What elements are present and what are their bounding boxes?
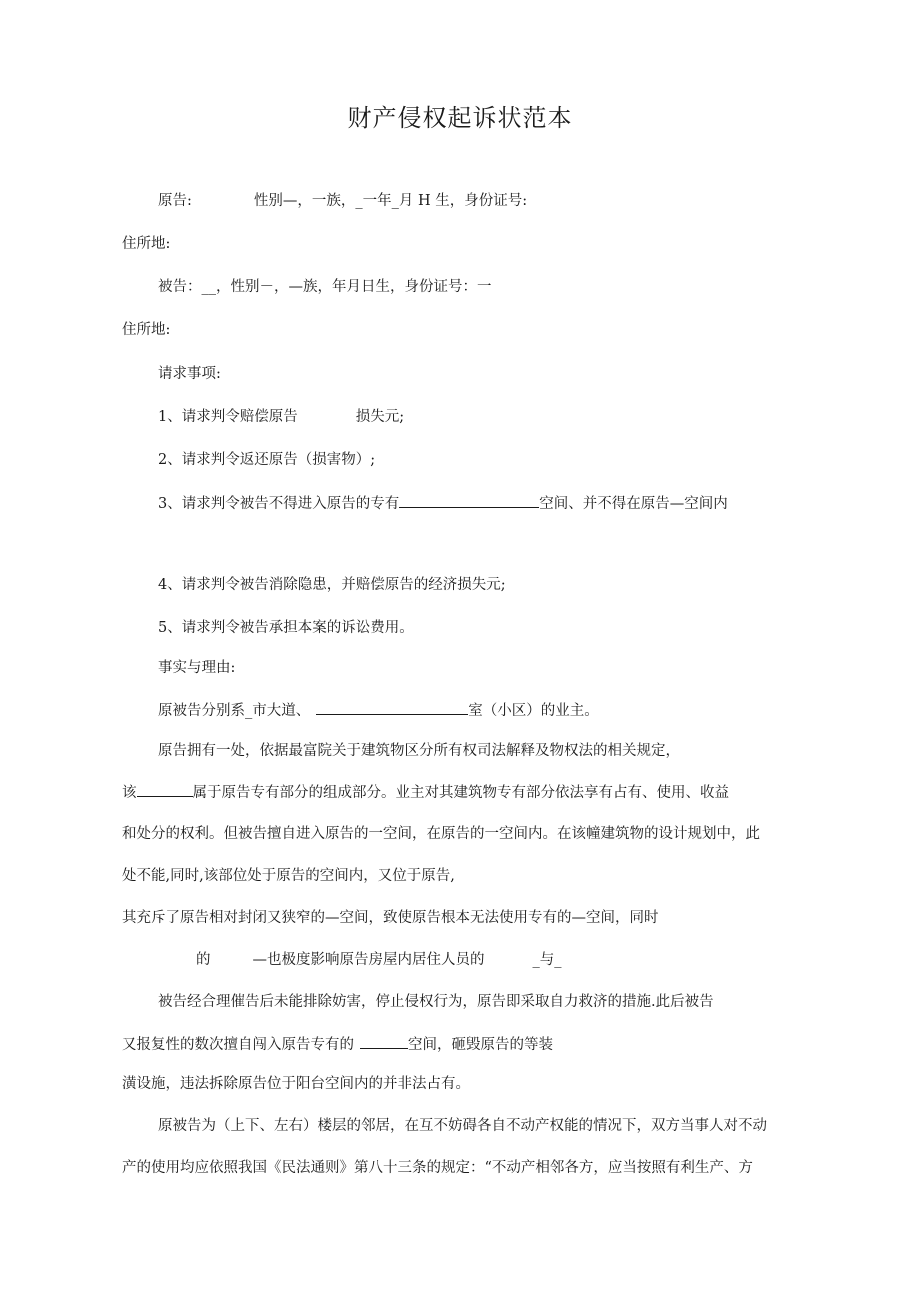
facts-p2-line-1: 原告拥有一处，依据最富院关于建筑物区分所有权司法解释及物权法的相关规定， xyxy=(158,743,680,759)
facts-p3-line-2 xyxy=(122,1034,553,1055)
facts-p2-line-4: 处不能,同时,该部位处于原告的空间内，又位于原告, xyxy=(122,868,455,884)
facts-p2-line-6 xyxy=(196,950,562,970)
claim-item-1-part-a: 1、请求判令赔偿原告 xyxy=(158,409,298,425)
facts-p2-line-2 xyxy=(122,782,729,803)
facts-p3-l2-part-a: 又报复性的数次擅自闯入原告专有的 xyxy=(122,1037,354,1053)
facts-p3-line-1: 被告经合理催告后未能排除妨害，停止侵权行为，原告即采取自力救济的措施.此后被告 xyxy=(158,994,714,1010)
facts-p4-line-1: 原被告为（上下、左右）楼层的邻居，在互不妨碍各自不动产权能的情况下，双方当事人对不动 xyxy=(158,1118,767,1134)
blank-underline xyxy=(360,1034,408,1049)
claim-item-3 xyxy=(158,493,728,514)
facts-p2-l6-part-b: —也极度影响原告房屋内居住人员的 xyxy=(252,952,485,968)
claim-item-4: 4、请求判令被告消除隐患，并赔偿原告的经济损失元; xyxy=(158,577,506,593)
facts-p3-line-3: 潢设施，违法拆除原告位于阳台空间内的并非法占有。 xyxy=(122,1076,470,1092)
facts-p2-line-5: 其充斥了原告相对封闭又狭窄的—空间，致使原告根本无法使用专有的—空间，同时 xyxy=(122,910,659,926)
facts-p2-l6-part-c: _与_ xyxy=(532,952,562,968)
claim-item-3-part-a: 3、请求判令被告不得进入原告的专有 xyxy=(158,496,400,512)
blank-underline xyxy=(316,700,468,715)
claim-item-2: 2、请求判令返还原告（损害物）; xyxy=(158,452,376,468)
facts-p3-l2-part-b: 空间，砸毁原告的等装 xyxy=(408,1037,553,1053)
plaintiff-line xyxy=(158,191,527,211)
facts-p4-line-2: 产的使用均应依照我国《民法通则》第八十三条的规定：“不动产相邻各方，应当按照有利生产、方 xyxy=(122,1160,753,1176)
claims-heading: 请求事项: xyxy=(158,366,221,382)
facts-paragraph-1 xyxy=(158,700,599,721)
facts-p2-l6-part-a: 的 xyxy=(196,952,211,968)
facts-heading: 事实与理由: xyxy=(158,660,236,676)
document-title: 财产侵权起诉状范本 xyxy=(347,104,573,132)
facts-p2-l2-part-a: 该 xyxy=(122,785,137,801)
facts-p2-l2-part-b: 属于原告专有部分的组成部分。业主对其建筑物专有部分依法享有占有、使用、收益 xyxy=(192,785,729,801)
claim-item-1-part-b: 损失元; xyxy=(355,409,405,425)
claim-item-1 xyxy=(158,407,404,427)
blank-underline xyxy=(399,493,539,508)
plaintiff-details: 性别—，一族，_一年_月 H 生，身份证号: xyxy=(253,193,528,209)
plaintiff-address: 住所地: xyxy=(122,236,171,252)
claim-item-3-part-b: 空间、并不得在原告—空间内 xyxy=(539,496,728,512)
defendant-address: 住所地: xyxy=(122,322,171,338)
blank-underline xyxy=(137,782,193,797)
facts-p1-part-a: 原被告分别系_市大道、 xyxy=(158,703,311,719)
claim-item-5: 5、请求判令被告承担本案的诉讼费用。 xyxy=(158,620,414,636)
defendant-line: 被告：__，性别－，—族，年月日生，身份证号：一 xyxy=(158,279,492,295)
facts-p2-line-3: 和处分的权利。但被告擅自进入原告的一空间，在原告的一空间内。在该幢建筑物的设计规划中，此 xyxy=(122,826,760,842)
facts-p1-part-b: 室（小区）的业主。 xyxy=(468,703,599,719)
plaintiff-label: 原告: xyxy=(158,193,192,209)
